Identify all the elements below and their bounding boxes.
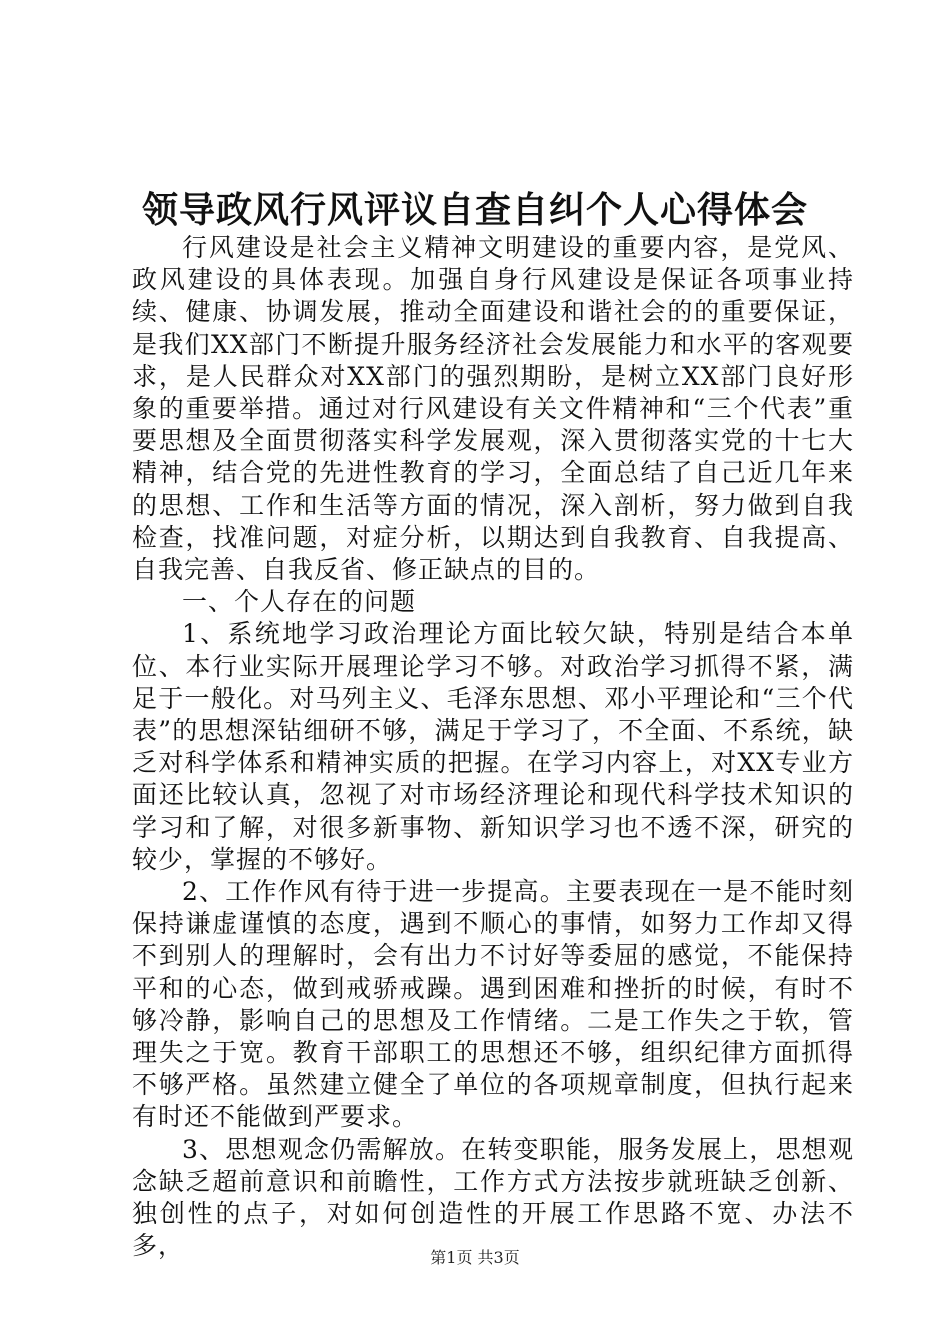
page-number-footer: 第1页 共3页 <box>430 1248 520 1267</box>
paragraph-item-3: 3、思想观念仍需解放。在转变职能，服务发展上，思想观念缺乏超前意识和前瞻性，工作方式方法按步就班缺乏创新、独创性的点子，对如何创造性的开展工作思路不宽、办法不多， <box>132 1134 854 1261</box>
document-title: 领导政风行风评议自查自纠个人心得体会 <box>141 189 808 231</box>
paragraph-intro: 行风建设是社会主义精神文明建设的重要内容，是党风、政风建设的具体表现。加强自身行风建设是保证各项事业持续、健康、协调发展，推动全面建设和谐社会的的重要保证，是我们XX部门不断提升服务经济社会发展能力和水平的客观要求，是人民群众对XX部门的强烈期盼，是树立XX部门良好形象的重要举措。通过对行风建设有关文件精神和“三个代表”重要思想及全面贯彻落实科学发展观，深入贯彻落实党的十七大精神，结合党的先进性教育的学习，全面总结了自己近几年来的思想、工作和生活等方面的情况，深入剖析，努力做到自我检查，找准问题，对症分析，以期达到自我教育、自我提高、自我完善、自我反省、修正缺点的目的。 <box>132 233 854 585</box>
document-body <box>132 232 854 1263</box>
paragraph-item-2: 2、工作作风有待于进一步提高。主要表现在一是不能时刻保持谦虚谨慎的态度，遇到不顺心的事情，如努力工作却又得不到别人的理解时，会有出力不讨好等委屈的感觉，不能保持平和的心态，做到戒骄戒躁。遇到困难和挫折的时候，有时不够冷静，影响自己的思想及工作情绪。二是工作失之于软，管理失之于宽。教育干部职工的思想还不够，组织纪律方面抓得不够严格。虽然建立健全了单位的各项规章制度，但执行起来有时还不能做到严要求。 <box>132 877 854 1132</box>
paragraph-item-1: 1、系统地学习政治理论方面比较欠缺，特别是结合本单位、本行业实际开展理论学习不够。对政治学习抓得不紧，满足于一般化。对马列主义、毛泽东思想、邓小平理论和“三个代表”的思想深钻细研不够，满足于学习了，不全面、不系统，缺乏对科学体系和精神实质的把握。在学习内容上，对XX专业方面还比较认真，忽视了对市场经济理论和现代科学技术知识的学习和了解，对很多新事物、新知识学习也不透不深，研究的较少，掌握的不够好。 <box>132 619 854 874</box>
section-heading: 一、个人存在的问题 <box>182 587 417 617</box>
